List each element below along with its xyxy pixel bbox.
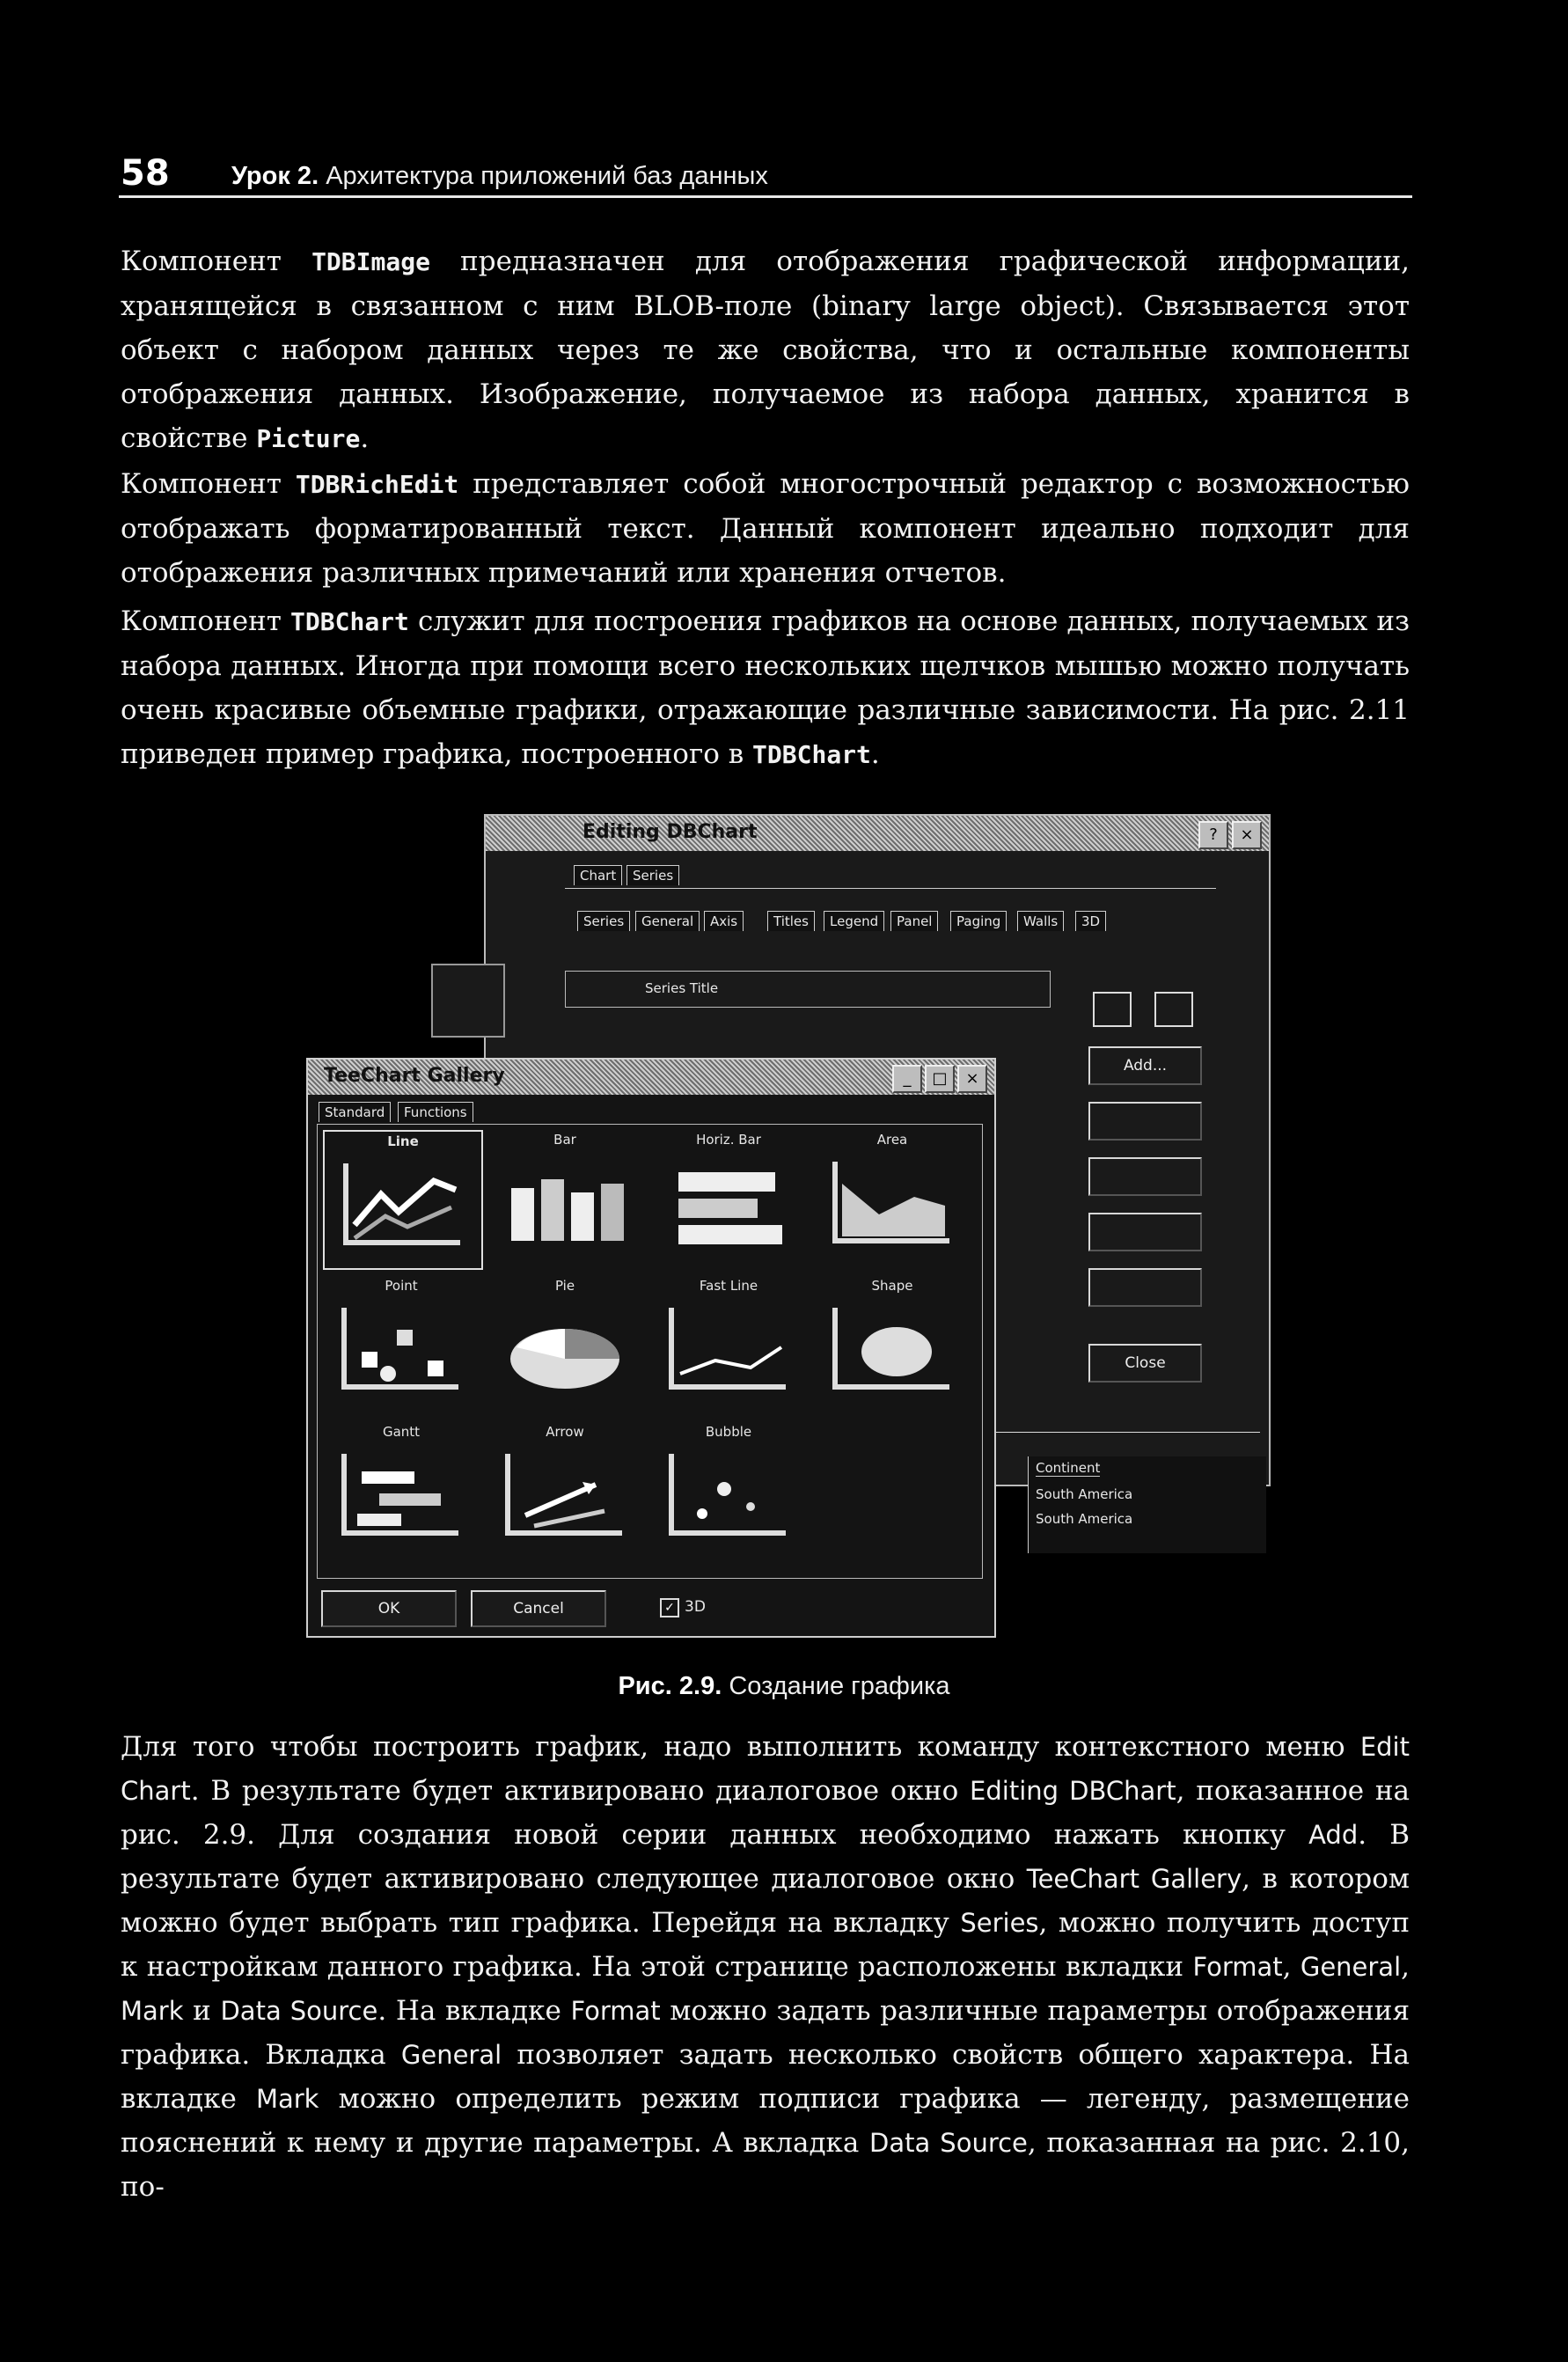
code-term: TDBChart (290, 607, 409, 636)
running-title (231, 162, 768, 191)
ui-term: Series (960, 1908, 1039, 1938)
series-list-header (565, 971, 1051, 1008)
text: . В результате будет активировано диалоговое окно (190, 1775, 971, 1807)
paragraph-tdbchart (121, 599, 1410, 777)
pie-chart-icon (499, 1299, 631, 1403)
text: , (1282, 1951, 1301, 1983)
bar-chart-icon (499, 1153, 631, 1257)
ui-term: Add (1308, 1820, 1359, 1850)
arrow-chart-icon (499, 1445, 631, 1549)
line-chart-icon (337, 1155, 469, 1258)
cell-label: Bubble (705, 1424, 752, 1440)
add-button[interactable]: Add... (1088, 1046, 1202, 1085)
text: представляет собой многострочный редактор с возможностью отображать форматированный текст. Данный компонент идеально подходит для отображения различных примечаний или хранения отчетов. (121, 468, 1410, 589)
subtab-paging[interactable]: Paging (950, 911, 1007, 931)
gantt-chart-icon (335, 1445, 467, 1549)
list-item: South America (1036, 1486, 1133, 1502)
text: Компонент (121, 246, 312, 277)
text: служит для построения графиков на основе данных, получаемых из набора данных. Иногда при помощи всего нескольких щелчков мышью можно получать очень красивые объемные графики, отражающие различные зависимости. На рис. 2.11 приведен пример графика, построенного в (121, 605, 1410, 770)
caption-text: Создание графика (722, 1672, 950, 1700)
gallery-cell-bubble[interactable] (650, 1422, 807, 1559)
horizontal-bar-chart-icon (663, 1153, 795, 1257)
list-item: South America (1036, 1511, 1133, 1527)
text: , можно получить доступ к настройкам данного графика. На этой странице расположены вкладки (121, 1907, 1410, 1983)
cell-label: Shape (871, 1278, 913, 1294)
editor-button-3[interactable] (1088, 1157, 1202, 1196)
list-divider (952, 1432, 1260, 1433)
editor-button-4[interactable] (1088, 1213, 1202, 1251)
text: можно определить режим подписи графика — легенду, размещение пояснений к нему и другие параметры. А вкладка (121, 2083, 1410, 2159)
page-number: 58 (121, 153, 170, 194)
cell-label: Pie (554, 1278, 575, 1294)
text: , показанная на рис. 2.10, по- (121, 2127, 1410, 2203)
text: предназначен для отображения графической информации, хранящейся в связанном с ним BLOB-поле (binary large object). Связывается этот объект с набором данных через те же свойства, что и остальные компоненты отображения данных. Изображение, получаемое из набора данных, хранится в свойстве (121, 246, 1410, 454)
gallery-cell-bar[interactable] (487, 1130, 643, 1266)
subtab-series[interactable]: Series (577, 911, 630, 931)
ok-button[interactable]: OK (321, 1590, 457, 1627)
cell-label: Bar (553, 1132, 576, 1148)
page-header (119, 151, 1412, 198)
editor-close-icon[interactable]: × (1232, 821, 1262, 849)
subtab-legend[interactable]: Legend (824, 911, 884, 931)
ui-term: Format (1192, 1952, 1283, 1982)
figure-2-9 (299, 814, 1276, 1641)
editor-button-5[interactable] (1088, 1268, 1202, 1307)
paragraph-tdbimage (121, 239, 1410, 461)
text: , показанное на рис. 2.9. Для создания новой серии данных необходимо нажать кнопку (121, 1775, 1410, 1851)
cell-label: Fast Line (699, 1278, 758, 1294)
ui-term: Edit Chart (121, 1732, 1410, 1806)
background-window (431, 964, 505, 1038)
cell-label: Gantt (382, 1424, 421, 1440)
tab-divider (565, 888, 1216, 889)
gallery-cell-arrow[interactable] (487, 1422, 643, 1559)
text: . (360, 422, 370, 454)
subtab-panel[interactable]: Panel (890, 911, 938, 931)
gallery-titlebar (308, 1060, 994, 1095)
code-term: TDBChart (752, 740, 871, 769)
teechart-gallery-window (306, 1058, 996, 1638)
ui-term: Data Source (220, 1996, 378, 2026)
help-button[interactable]: ? (1198, 821, 1228, 849)
text: . (870, 738, 880, 770)
caption-label: Рис. 2.9. (618, 1672, 722, 1700)
editor-titlebar (486, 816, 1269, 851)
figure-caption (0, 1672, 1568, 1701)
cell-label: Horiz. Bar (696, 1132, 761, 1148)
area-chart-icon (826, 1153, 958, 1257)
gallery-cell-pie[interactable] (487, 1276, 643, 1412)
ui-term: Editing DBChart (970, 1776, 1176, 1806)
3d-checkbox[interactable]: ✓ (660, 1598, 679, 1617)
subtab-general[interactable]: General (635, 911, 700, 931)
lesson-label: Урок 2. (231, 162, 319, 190)
gallery-cell-gantt[interactable] (323, 1422, 480, 1559)
code-term: Picture (256, 424, 361, 453)
subtab-axis[interactable]: Axis (704, 911, 744, 931)
editor-button-2[interactable] (1088, 1102, 1202, 1141)
code-term: TDBImage (311, 247, 430, 276)
gallery-cell-horiz-bar[interactable] (650, 1130, 807, 1266)
tab-standard[interactable]: Standard (319, 1102, 391, 1122)
gallery-title: TeeChart Gallery (324, 1065, 505, 1087)
text: и (183, 1995, 221, 2027)
cell-label: Arrow (546, 1424, 584, 1440)
move-up-button[interactable] (1093, 992, 1132, 1027)
ui-term: General (400, 2040, 502, 2070)
ui-term: Mark (121, 1996, 184, 2026)
move-down-button[interactable] (1154, 992, 1193, 1027)
ui-term: Format (570, 1996, 661, 2026)
maximize-icon[interactable]: □ (925, 1065, 955, 1093)
gallery-cell-point[interactable] (323, 1276, 480, 1412)
text: Компонент (121, 605, 291, 637)
minimize-icon[interactable]: _ (892, 1065, 922, 1093)
tab-chart[interactable]: Chart (574, 865, 622, 885)
cell-label: Area (876, 1132, 908, 1148)
editor-title: Editing DBChart (583, 821, 758, 843)
bubble-chart-icon (663, 1445, 795, 1549)
text: можно задать различные параметры отображения графика. Вкладка (121, 1995, 1410, 2071)
text: . В результате будет активировано следующее диалоговое окно (121, 1819, 1410, 1895)
ui-term: General (1300, 1952, 1402, 1982)
ui-term: Data Source (869, 2128, 1028, 2158)
cell-label: Point (385, 1278, 418, 1294)
paragraph-edit-chart (121, 1725, 1410, 2209)
ui-term: Mark (255, 2084, 319, 2114)
subtab-3d[interactable]: 3D (1075, 911, 1106, 931)
gallery-cell-shape[interactable] (814, 1276, 971, 1412)
code-term: TDBRichEdit (295, 470, 459, 499)
cell-label: Line (387, 1133, 419, 1149)
shape-chart-icon (826, 1299, 958, 1403)
tab-series[interactable]: Series (626, 865, 679, 885)
text: , в котором можно будет выбрать тип графика. Перейдя на вкладку (121, 1863, 1410, 1939)
tab-functions[interactable]: Functions (398, 1102, 473, 1122)
text: . На вкладке (377, 1995, 571, 2027)
subtab-walls[interactable]: Walls (1017, 911, 1064, 931)
close-button[interactable]: Close (1088, 1344, 1202, 1383)
gallery-cell-fast-line[interactable] (650, 1276, 807, 1412)
series-data-list (1028, 1456, 1266, 1553)
subtab-titles[interactable]: Titles (767, 911, 815, 931)
cancel-button[interactable]: Cancel (471, 1590, 606, 1627)
3d-checkbox-label: 3D (685, 1598, 706, 1616)
paragraph-tdbrichedit (121, 462, 1410, 595)
lesson-title: Архитектура приложений баз данных (326, 162, 768, 190)
text: , (1401, 1951, 1410, 1983)
point-chart-icon (335, 1299, 467, 1403)
text: Для того чтобы построить график, надо выполнить команду контекстного меню (121, 1731, 1360, 1763)
text: Компонент (121, 468, 296, 500)
list-header-continent: Continent (1036, 1460, 1101, 1476)
ui-term: TeeChart Gallery (1026, 1864, 1242, 1894)
text: позволяет задать несколько свойств общего характера. На вкладке (121, 2039, 1410, 2115)
gallery-cell-line[interactable] (323, 1130, 483, 1270)
gallery-close-icon[interactable]: × (957, 1065, 987, 1093)
gallery-cell-area[interactable] (814, 1130, 971, 1266)
gallery-grid (317, 1124, 983, 1579)
series-title-header: Series Title (645, 980, 719, 996)
fast-line-chart-icon (663, 1299, 795, 1403)
